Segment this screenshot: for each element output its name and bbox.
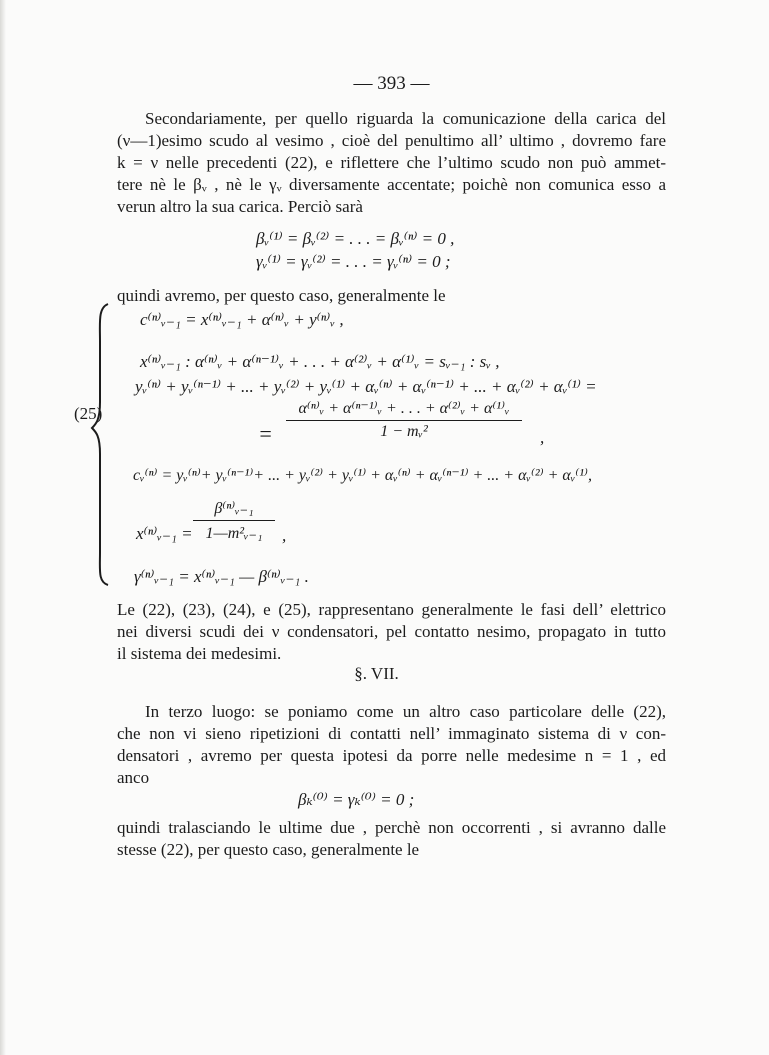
text-line: densatori , avremo per questa ipotesi da porre nelle medesime n = 1 , ed bbox=[117, 746, 666, 765]
text-line: Le (22), (23), (24), e (25), rappresentano generalmente le fasi dell’ elettrico bbox=[117, 600, 666, 619]
equation-number: (25) bbox=[74, 404, 103, 423]
system-line-6-lhs: x⁽ⁿ⁾ᵥ₋₁ = bbox=[136, 524, 193, 543]
text-line: tere nè le βᵥ , nè le γᵥ diversamente accentate; poichè non comunica esso a bbox=[117, 175, 666, 194]
text-line: quindi avremo, per questo caso, generalmente le bbox=[117, 286, 446, 305]
system-line-2: x⁽ⁿ⁾ᵥ₋₁ : α⁽ⁿ⁾ᵥ + α⁽ⁿ⁻¹⁾ᵥ + . . . + α⁽²⁾ᵥ + α⁽¹⁾ᵥ = sᵥ₋₁ : sᵥ , bbox=[140, 352, 500, 371]
system-line-4-equals: = bbox=[258, 421, 273, 446]
equation-zero: βₖ⁽⁰⁾ = γₖ⁽⁰⁾ = 0 ; bbox=[298, 790, 415, 809]
page-number: — 393 — bbox=[353, 73, 430, 94]
text-line: quindi tralasciando le ultime due , perchè non occorrenti , si avranno dalle bbox=[117, 818, 666, 837]
text-line: k = ν nelle precedenti (22), e riflettere che l’ultimo scudo non può ammet- bbox=[117, 153, 666, 172]
system-line-4-comma: , bbox=[540, 428, 545, 447]
page-edge-shadow bbox=[0, 0, 6, 1055]
system-line-4-fraction bbox=[286, 398, 522, 441]
text-line: stesse (22), per questo caso, generalmente le bbox=[117, 840, 420, 859]
section-heading: §. VII. bbox=[354, 664, 399, 683]
system-line-6-comma: , bbox=[282, 526, 287, 545]
system-line-3: yᵥ⁽ⁿ⁾ + yᵥ⁽ⁿ⁻¹⁾ + ... + yᵥ⁽²⁾ + yᵥ⁽¹⁾ + αᵥ⁽ⁿ⁾ + αᵥ⁽ⁿ⁻¹⁾ + ... + αᵥ⁽²⁾ + αᵥ⁽¹⁾ = bbox=[135, 377, 597, 396]
text-line: verun altro la sua carica. Perciò sarà bbox=[117, 197, 363, 216]
system-line-7: γ⁽ⁿ⁾ᵥ₋₁ = x⁽ⁿ⁾ᵥ₋₁ — β⁽ⁿ⁾ᵥ₋₁ . bbox=[134, 567, 309, 586]
text-line: Secondariamente, per quello riguarda la comunicazione della carica del bbox=[145, 109, 666, 128]
equation-beta: βᵥ⁽¹⁾ = βᵥ⁽²⁾ = . . . = βᵥ⁽ⁿ⁾ = 0 , bbox=[256, 229, 455, 248]
fraction-denominator: 1—m²ᵥ₋₁ bbox=[205, 525, 263, 542]
fraction-numerator: β⁽ⁿ⁾ᵥ₋₁ bbox=[193, 498, 275, 521]
text-line: In terzo luogo: se poniamo come un altro caso particolare delle (22), bbox=[145, 702, 666, 721]
fraction-numerator: α⁽ⁿ⁾ᵥ + α⁽ⁿ⁻¹⁾ᵥ + . . . + α⁽²⁾ᵥ + α⁽¹⁾ᵥ bbox=[286, 398, 522, 421]
fraction-denominator: 1 − mᵥ² bbox=[380, 423, 428, 440]
text-line: (ν—1)esimo scudo al νesimo , cioè del penultimo all’ ultimo , dovremo fare bbox=[117, 131, 666, 150]
text-line: nei diversi scudi dei ν condensatori, pel contatto nesimo, propagato in tutto bbox=[117, 622, 666, 641]
left-brace bbox=[90, 302, 112, 587]
system-line-1: c⁽ⁿ⁾ᵥ₋₁ = x⁽ⁿ⁾ᵥ₋₁ + α⁽ⁿ⁾ᵥ + y⁽ⁿ⁾ᵥ , bbox=[140, 310, 344, 329]
system-line-6-fraction bbox=[193, 498, 275, 543]
equation-gamma: γᵥ⁽¹⁾ = γᵥ⁽²⁾ = . . . = γᵥ⁽ⁿ⁾ = 0 ; bbox=[256, 252, 451, 271]
text-line: che non vi sieno ripetizioni di contatti nell’ immaginato sistema di ν con- bbox=[117, 724, 666, 743]
system-line-5: cᵥ⁽ⁿ⁾ = yᵥ⁽ⁿ⁾+ yᵥ⁽ⁿ⁻¹⁾+ ... + yᵥ⁽²⁾ + yᵥ⁽¹⁾ + αᵥ⁽ⁿ⁾ + αᵥ⁽ⁿ⁻¹⁾ + ... + αᵥ⁽²⁾ + αᵥ⁽¹⁾, bbox=[133, 467, 592, 484]
text-line: il sistema dei medesimi. bbox=[117, 644, 282, 663]
text-line: anco bbox=[117, 768, 150, 787]
